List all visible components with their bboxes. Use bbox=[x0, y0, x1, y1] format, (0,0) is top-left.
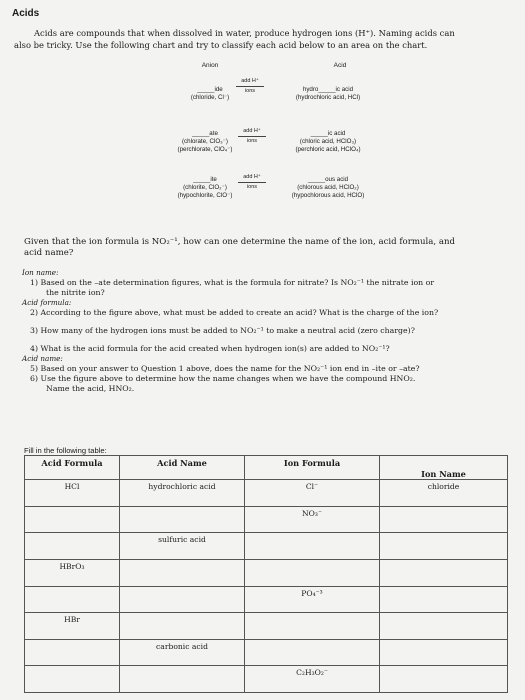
cell-ion-name[interactable] bbox=[380, 586, 508, 613]
arrow-label-bottom: ions bbox=[246, 184, 258, 190]
question-line-1: Given that the ion formula is NO₂⁻¹, how can one determine the name of the ion, acid formula, and bbox=[24, 237, 456, 247]
chart-acid-ic bbox=[278, 130, 378, 154]
cell-acid-name: hydrochloric acid bbox=[120, 480, 245, 507]
acid-example: (hypochlorous acid, HClO) bbox=[291, 192, 365, 199]
cell-ion-name[interactable] bbox=[380, 506, 508, 533]
cell-acid-formula[interactable] bbox=[25, 639, 120, 666]
table-row bbox=[25, 559, 508, 586]
cell-ion-name[interactable] bbox=[380, 613, 508, 640]
header-acid-formula: Acid Formula bbox=[25, 456, 120, 480]
intro-line-1: Acids are compounds that when dissolved in water, produce hydrogen ions (H⁺). Naming acids can bbox=[34, 28, 455, 38]
table-row bbox=[25, 586, 508, 613]
question-1 bbox=[22, 278, 512, 298]
anion-suffix: _____ide bbox=[197, 86, 223, 93]
question-text: Based on your answer to Question 1 above, does the name for the NO₂⁻¹ ion end in –ite or –ate? bbox=[40, 364, 420, 373]
acid-formula-header: Acid formula: bbox=[22, 298, 72, 307]
question-line-2: acid name? bbox=[24, 248, 74, 258]
question-text: Based on the –ate determination figures, what is the formula for nitrate? Is NO₂⁻¹ the nitrate ion or bbox=[40, 278, 435, 287]
naming-chart bbox=[0, 58, 525, 208]
cell-acid-name[interactable] bbox=[120, 666, 245, 693]
cell-acid-name[interactable] bbox=[120, 559, 245, 586]
cell-ion-formula: NO₃⁻ bbox=[245, 506, 380, 533]
cell-ion-formula: PO₄⁻³ bbox=[245, 586, 380, 613]
acid-column-header: Acid bbox=[333, 62, 347, 69]
question-text: What is the acid formula for the acid created when hydrogen ion(s) are added to NO₂⁻¹? bbox=[40, 344, 390, 353]
arrow-line bbox=[238, 182, 266, 183]
page-title: Acids bbox=[12, 8, 40, 19]
cell-acid-formula: HBr bbox=[25, 613, 120, 640]
acid-name-header: Acid name: bbox=[22, 354, 63, 363]
acid-table bbox=[24, 455, 508, 693]
chart-acid-ous bbox=[272, 176, 384, 200]
question-6 bbox=[22, 374, 512, 394]
cell-ion-formula: Cl⁻ bbox=[245, 480, 380, 507]
question-text: How many of the hydrogen ions must be added to NO₂⁻¹ to make a neutral acid (zero charge)? bbox=[40, 326, 415, 335]
question-text: Use the figure above to determine how the name changes when we have the compound HNO₂. bbox=[40, 374, 416, 383]
cell-ion-name[interactable] bbox=[380, 666, 508, 693]
question-number: 3) bbox=[30, 326, 39, 335]
cell-acid-name: sulfuric acid bbox=[120, 533, 245, 560]
acid-example: (hydrochloric acid, HCl) bbox=[295, 94, 361, 101]
chart-arrow-1 bbox=[230, 78, 270, 95]
question-number: 4) bbox=[30, 344, 39, 353]
cell-ion-formula[interactable] bbox=[245, 559, 380, 586]
anion-example: (hypochlorite, ClO⁻) bbox=[177, 192, 233, 199]
cell-acid-name[interactable] bbox=[120, 586, 245, 613]
cell-ion-name[interactable] bbox=[380, 533, 508, 560]
cell-ion-name: chloride bbox=[380, 480, 508, 507]
arrow-line bbox=[238, 136, 266, 137]
table-row bbox=[25, 506, 508, 533]
question-number: 1) bbox=[30, 278, 39, 287]
chart-arrow-2 bbox=[232, 128, 272, 145]
anion-column-header: Anion bbox=[201, 62, 219, 69]
acid-pattern: hydro_____ic acid bbox=[302, 86, 354, 93]
sub-questions bbox=[22, 268, 512, 394]
cell-acid-name[interactable] bbox=[120, 506, 245, 533]
anion-example: (perchlorate, ClO₄⁻) bbox=[177, 146, 233, 153]
arrow-label-top: add H⁺ bbox=[243, 128, 261, 134]
anion-suffix: _____ate bbox=[192, 130, 218, 137]
table-row bbox=[25, 666, 508, 693]
header-ion-formula: Ion Formula bbox=[245, 456, 380, 480]
arrow-label-top: add H⁺ bbox=[241, 78, 259, 84]
anion-example: (chloride, Cl⁻) bbox=[190, 94, 230, 101]
intro-paragraph bbox=[14, 27, 514, 51]
main-question bbox=[24, 237, 504, 259]
cell-ion-formula[interactable] bbox=[245, 533, 380, 560]
question-text-cont: the nitrite ion? bbox=[46, 288, 105, 297]
question-3 bbox=[22, 326, 512, 336]
intro-line-2: also be tricky. Use the following chart and try to classify each acid below to an area on the chart. bbox=[14, 40, 428, 50]
table-label: Fill in the following table: bbox=[24, 446, 107, 455]
anion-example: (chlorite, ClO₂⁻) bbox=[183, 184, 227, 191]
cell-acid-name: carbonic acid bbox=[120, 639, 245, 666]
acid-pattern: _____ic acid bbox=[310, 130, 346, 137]
cell-acid-formula: HBrO₃ bbox=[25, 559, 120, 586]
cell-ion-name[interactable] bbox=[380, 559, 508, 586]
ion-name-header: Ion name: bbox=[22, 268, 59, 277]
cell-acid-formula[interactable] bbox=[25, 506, 120, 533]
cell-acid-formula[interactable] bbox=[25, 666, 120, 693]
cell-acid-formula: HCl bbox=[25, 480, 120, 507]
question-text-cont: Name the acid, HNO₂. bbox=[46, 384, 135, 393]
chart-acid-hydroic bbox=[278, 86, 378, 102]
anion-example: (chlorate, ClO₃⁻) bbox=[181, 138, 228, 145]
acid-example: (chlorous acid, HClO₂) bbox=[297, 184, 359, 191]
header-ion-name: Ion Name bbox=[380, 456, 508, 480]
cell-ion-formula[interactable] bbox=[245, 639, 380, 666]
question-4 bbox=[22, 344, 512, 354]
chart-arrow-3 bbox=[232, 174, 272, 191]
table-row bbox=[25, 533, 508, 560]
question-5 bbox=[22, 364, 512, 374]
acid-pattern: _____ous acid bbox=[307, 176, 349, 183]
question-text: According to the figure above, what must be added to create an acid? What is the charge of the ion? bbox=[40, 308, 439, 317]
anion-suffix: _____ite bbox=[193, 176, 217, 183]
arrow-line bbox=[236, 86, 264, 87]
table-row bbox=[25, 480, 508, 507]
question-number: 2) bbox=[30, 308, 39, 317]
table-row bbox=[25, 639, 508, 666]
cell-ion-formula: C₂H₃O₂⁻ bbox=[245, 666, 380, 693]
question-number: 6) bbox=[30, 374, 39, 383]
arrow-label-top: add H⁺ bbox=[243, 174, 261, 180]
cell-ion-name[interactable] bbox=[380, 639, 508, 666]
acid-example: (perchloric acid, HClO₄) bbox=[295, 146, 361, 153]
acid-example: (chloric acid, HClO₃) bbox=[299, 138, 357, 145]
cell-acid-name[interactable] bbox=[120, 613, 245, 640]
question-number: 5) bbox=[30, 364, 39, 373]
cell-acid-formula[interactable] bbox=[25, 586, 120, 613]
cell-acid-formula[interactable] bbox=[25, 533, 120, 560]
header-acid-name: Acid Name bbox=[120, 456, 245, 480]
cell-ion-formula[interactable] bbox=[245, 613, 380, 640]
question-2 bbox=[22, 308, 512, 318]
arrow-label-bottom: ions bbox=[244, 88, 256, 94]
table-row bbox=[25, 613, 508, 640]
arrow-label-bottom: ions bbox=[246, 138, 258, 144]
